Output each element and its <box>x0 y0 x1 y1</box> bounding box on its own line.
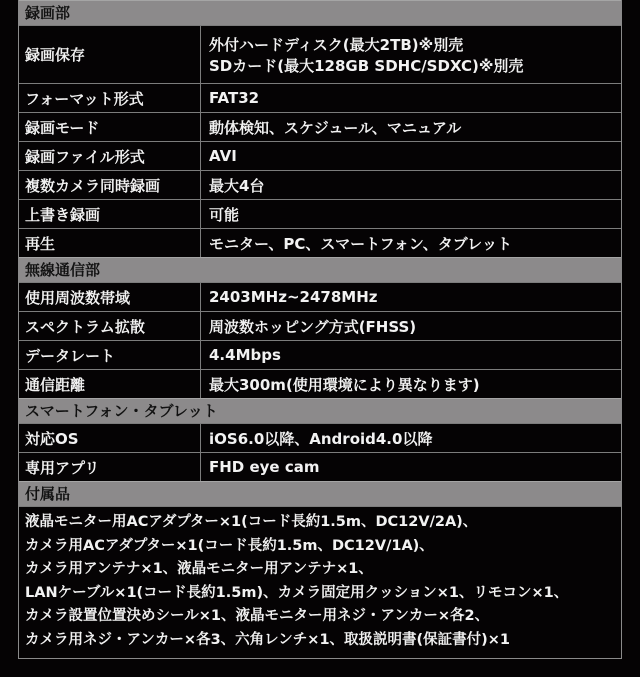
accessories-list <box>19 506 621 658</box>
spec-row <box>19 228 621 257</box>
spec-label: 録画モード <box>19 113 201 141</box>
accessory-line: カメラ設置位置決めシール×1、液晶モニター用ネジ・アンカー×各2、 <box>25 608 490 625</box>
spec-value-line: SDカード(最大128GB SDHC/SDXC)※別売 <box>209 56 524 75</box>
spec-value-line: 4.4Mbps <box>209 346 281 364</box>
spec-value-line: 周波数ホッピング方式(FHSS) <box>209 317 417 336</box>
accessory-line: 液晶モニター用ACアダプター×1(コード長約1.5m、DC12V/2A)、 <box>25 514 478 530</box>
spec-row <box>19 112 621 141</box>
spec-value <box>201 453 621 481</box>
spec-label: 通信距離 <box>19 370 201 398</box>
accessory-line: LANケーブル×1(コード長約1.5m)、カメラ固定用クッション×1、リモコン×1、 <box>25 584 569 601</box>
spec-label: 対応OS <box>19 424 201 452</box>
spec-value-line: FHD eye cam <box>209 458 320 476</box>
spec-label: 専用アプリ <box>19 453 201 481</box>
spec-value-line: iOS6.0以降、Android4.0以降 <box>209 429 433 448</box>
spec-row <box>19 311 621 340</box>
spec-row <box>19 199 621 228</box>
spec-value-line: 可能 <box>209 205 240 224</box>
spec-label: 上書き録画 <box>19 200 201 228</box>
spec-row <box>19 170 621 199</box>
spec-row <box>19 282 621 311</box>
spec-value-line: 外付ハードディスク(最大2TB)※別売 <box>209 35 464 54</box>
spec-value-line: 最大4台 <box>209 176 265 195</box>
spec-table <box>18 0 622 659</box>
spec-row <box>19 83 621 112</box>
spec-label: 複数カメラ同時録画 <box>19 171 201 199</box>
spec-value <box>201 171 621 199</box>
spec-value <box>201 370 621 398</box>
spec-value <box>201 113 621 141</box>
spec-label: 録画保存 <box>19 26 201 83</box>
spec-value-line: 動体検知、スケジュール、マニュアル <box>209 118 462 137</box>
accessory-line: カメラ用ACアダプター×1(コード長約1.5m、DC12V/1A)、 <box>25 537 434 554</box>
spec-row <box>19 340 621 369</box>
spec-row <box>19 141 621 170</box>
spec-value <box>201 312 621 340</box>
spec-value <box>201 200 621 228</box>
section-header-wireless: 無線通信部 <box>19 257 621 282</box>
section-header-smartphone: スマートフォン・タブレット <box>19 398 621 423</box>
spec-value <box>201 424 621 452</box>
spec-value-line: FAT32 <box>209 89 260 107</box>
spec-row <box>19 452 621 481</box>
spec-value <box>201 26 621 83</box>
section-header-accessories: 付属品 <box>19 481 621 506</box>
accessory-line: カメラ用アンテナ×1、液晶モニター用アンテナ×1、 <box>25 561 373 578</box>
spec-row <box>19 369 621 398</box>
spec-label: 再生 <box>19 229 201 257</box>
spec-label: フォーマット形式 <box>19 84 201 112</box>
section-header-recording: 録画部 <box>19 0 621 25</box>
spec-value <box>201 229 621 257</box>
spec-value <box>201 341 621 369</box>
spec-label: 録画ファイル形式 <box>19 142 201 170</box>
spec-value <box>201 84 621 112</box>
spec-row <box>19 423 621 452</box>
spec-value-line: 最大300m(使用環境により異なります) <box>209 375 480 394</box>
spec-value <box>201 142 621 170</box>
spec-value-line: モニター、PC、スマートフォン、タブレット <box>209 234 512 253</box>
spec-value-line: 2403MHz~2478MHz <box>209 288 378 306</box>
spec-row <box>19 25 621 83</box>
accessory-line: カメラ用ネジ・アンカー×各3、六角レンチ×1、取扱説明書(保証書付)×1 <box>25 631 511 648</box>
spec-label: データレート <box>19 341 201 369</box>
spec-value-line: AVI <box>209 147 237 165</box>
spec-value <box>201 283 621 311</box>
spec-label: 使用周波数帯域 <box>19 283 201 311</box>
spec-label: スペクトラム拡散 <box>19 312 201 340</box>
